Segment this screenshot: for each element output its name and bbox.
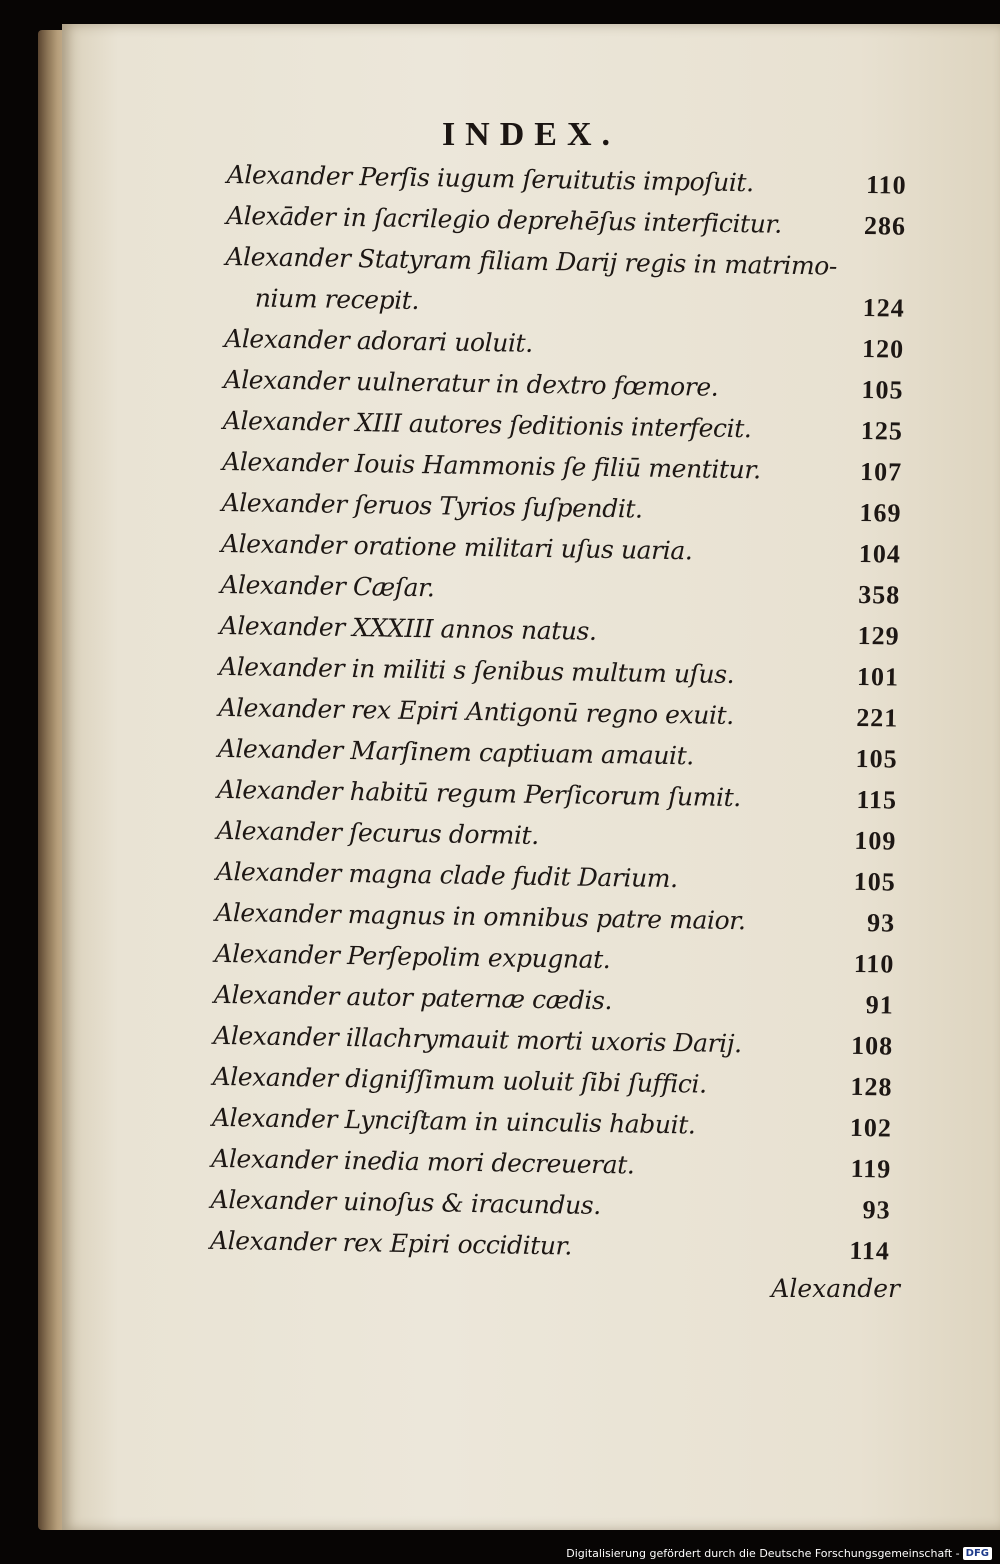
entry-page-number: 93 [866,908,896,938]
entry-page-number: 114 [849,1235,891,1266]
entry-page-number: 129 [857,620,900,651]
page-title: INDEX. [441,116,621,153]
entry-text: Alexander oratione militari uſus uaria. [220,528,693,566]
book-page [62,24,1000,1530]
entry-text: Alexander rex Epiri occiditur. [209,1225,573,1261]
entry-page-number: 110 [865,170,907,200]
entry-page-number: 120 [861,334,905,364]
index-list [210,160,907,1278]
dfg-logo-icon: DFG [963,1547,992,1560]
entry-page-number: 124 [862,293,905,323]
entry-page-number: 115 [856,784,898,815]
credit-text: Digitalisierung gefördert durch die Deutsche Forschungsgemeinschaft - [566,1546,960,1560]
entry-text: Alexander inedia mori decreuerat. [211,1143,635,1180]
entry-text: Alexander Cæſar. [220,569,435,603]
entry-page-number: 91 [865,990,895,1020]
entry-page-number: 104 [858,538,902,569]
entry-page-number: 128 [850,1071,893,1102]
entry-text: Alexander magna clade fudit Darium. [215,856,678,894]
entry-text: Alexander ſeruos Tyrios ſuſpendit. [221,487,643,524]
entry-text: Alexāder in ſacrilegio deprehēſus interficitur. [225,200,782,239]
entry-text: Alexander rex Epiri Antigonū regno exuit. [218,692,734,731]
entry-text: Alexander Lynciſtam in uinculis habuit. [211,1102,696,1140]
catchword: Alexander [771,1274,900,1303]
entry-text: Alexander illachrymauit morti uxoris Darij. [213,1020,742,1059]
entry-page-number: 102 [849,1112,893,1143]
entry-text: Alexander digniſſimum uoluit ſibi ſuffici. [212,1061,707,1099]
entry-page-number: 169 [859,497,902,528]
entry-text: Alexander magnus in omnibus patre maior. [214,897,746,936]
entry-text: Alexander XIII autores ſeditionis interfecit. [222,405,752,444]
digitization-credit [566,1545,992,1561]
entry-text: Alexander XXXIII annos natus. [219,610,597,646]
entry-text: Alexander Perſis iugum ſeruitutis impoſuit. [226,160,754,198]
entry-text: Alexander ſecurus dormit. [216,815,539,850]
entry-text: Alexander Marſinem captiuam amauit. [217,733,695,771]
entry-page-number: 107 [859,456,903,487]
entry-page-number: 109 [854,825,897,856]
entry-page-number: 101 [856,661,900,692]
entry-page-number: 105 [853,866,896,897]
entry-page-number: 93 [862,1195,891,1225]
entry-page-number: 105 [861,374,904,405]
entry-text: Alexander in militi s ſenibus multum uſus. [218,651,735,690]
entry-page-number: 105 [855,743,898,774]
entry-page-number: 108 [850,1030,894,1061]
entry-text: Alexander Perſepolim expugnat. [214,938,611,975]
entry-text: Alexander uinoſus & iracundus. [210,1184,602,1220]
entry-text: Alexander adorari uoluit. [223,323,533,358]
entry-page-number: 125 [860,415,904,446]
entry-page-number: 221 [856,702,899,733]
entry-text: Alexander Statyram filiam Darij regis in matrimo- [225,241,838,281]
entry-text: Alexander uulneratur in dextro fœmore. [223,364,719,402]
entry-page-number: 358 [858,579,901,610]
entry-page-number: 119 [850,1153,892,1184]
entry-text: Alexander habitū regum Perſicorum ſumit. [216,774,742,813]
entry-page-number: 110 [853,948,895,979]
entry-page-number: 286 [863,211,907,241]
entry-text: Alexander autor paternæ cædis. [213,979,613,1016]
entry-text: nium recepit. [254,283,420,316]
entry-text: Alexander Iouis Hammonis ſe filiū mentitur. [222,446,761,485]
